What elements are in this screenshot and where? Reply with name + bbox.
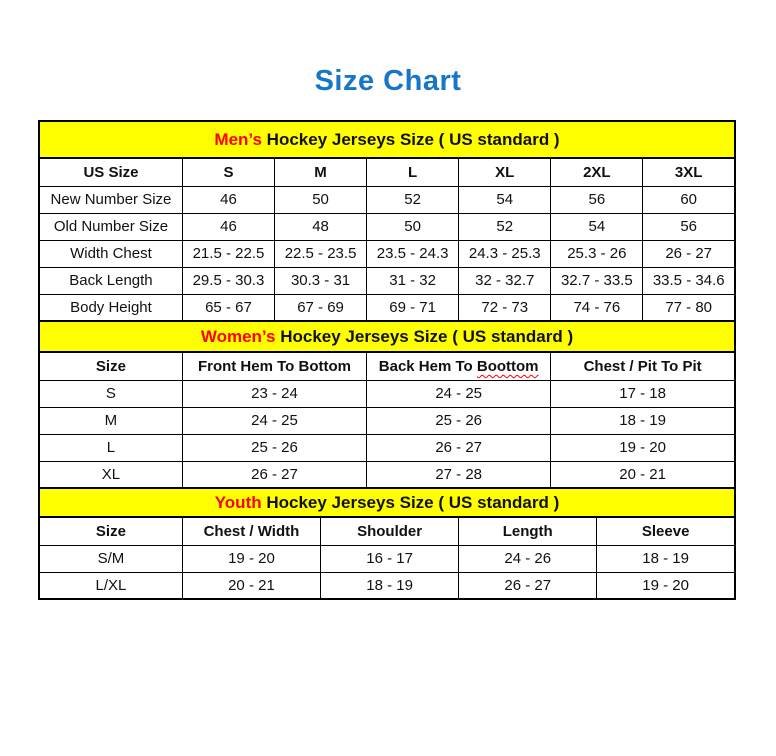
- cell: 18 - 19: [597, 545, 735, 572]
- mens-banner-text: Hockey Jerseys Size ( US standard ): [261, 130, 560, 149]
- youth-banner-highlight: Youth: [214, 493, 262, 512]
- cell: 17 - 18: [551, 380, 735, 407]
- table-row: [39, 294, 735, 321]
- youth-header-row: [39, 517, 735, 545]
- row-label: L/XL: [39, 572, 182, 599]
- cell: 22.5 - 23.5: [275, 240, 367, 267]
- cell: 56: [551, 186, 643, 213]
- cell: 20 - 21: [182, 572, 320, 599]
- cell: 19 - 20: [597, 572, 735, 599]
- cell: 24 - 26: [459, 545, 597, 572]
- cell: 19 - 20: [551, 434, 735, 461]
- cell: 52: [459, 213, 551, 240]
- column-header: Front Hem To Bottom: [182, 352, 366, 380]
- cell: 26 - 27: [643, 240, 735, 267]
- cell: 18 - 19: [321, 572, 459, 599]
- row-label: Body Height: [39, 294, 182, 321]
- table-row: [39, 240, 735, 267]
- youth-section-banner: [38, 487, 736, 518]
- mens-banner-highlight: Men’s: [214, 130, 262, 149]
- column-header: Chest / Width: [182, 517, 320, 545]
- cell: 50: [367, 213, 459, 240]
- cell: 56: [643, 213, 735, 240]
- row-label: Width Chest: [39, 240, 182, 267]
- cell: 32.7 - 33.5: [551, 267, 643, 294]
- cell: 27 - 28: [367, 461, 551, 488]
- womens-banner-text: Hockey Jerseys Size ( US standard ): [275, 327, 574, 346]
- cell: 23.5 - 24.3: [367, 240, 459, 267]
- table-row: [39, 434, 735, 461]
- table-row: [39, 407, 735, 434]
- cell: 26 - 27: [459, 572, 597, 599]
- youth-size-table: [38, 516, 736, 600]
- cell: 32 - 32.7: [459, 267, 551, 294]
- cell: 16 - 17: [321, 545, 459, 572]
- cell: 25 - 26: [367, 407, 551, 434]
- column-header: Length: [459, 517, 597, 545]
- column-header: Size: [39, 352, 182, 380]
- cell: 24 - 25: [367, 380, 551, 407]
- cell: 72 - 73: [459, 294, 551, 321]
- cell: 54: [551, 213, 643, 240]
- column-header-text: Back Hem To: [378, 357, 477, 375]
- table-row: [39, 213, 735, 240]
- cell: 24.3 - 25.3: [459, 240, 551, 267]
- cell: 21.5 - 22.5: [182, 240, 274, 267]
- row-label: Back Length: [39, 267, 182, 294]
- size-chart: [38, 120, 736, 600]
- table-row: [39, 380, 735, 407]
- youth-banner-text: Hockey Jerseys Size ( US standard ): [261, 493, 560, 512]
- cell: 74 - 76: [551, 294, 643, 321]
- cell: 77 - 80: [643, 294, 735, 321]
- cell: 67 - 69: [275, 294, 367, 321]
- column-header: US Size: [39, 158, 182, 186]
- column-header: M: [275, 158, 367, 186]
- row-label: L: [39, 434, 182, 461]
- cell: 69 - 71: [367, 294, 459, 321]
- column-header: S: [182, 158, 274, 186]
- row-label: New Number Size: [39, 186, 182, 213]
- column-header: L: [367, 158, 459, 186]
- cell: 26 - 27: [367, 434, 551, 461]
- cell: 29.5 - 30.3: [182, 267, 274, 294]
- column-header: 2XL: [551, 158, 643, 186]
- mens-section-banner: [38, 120, 736, 159]
- mens-header-row: [39, 158, 735, 186]
- table-row: [39, 461, 735, 488]
- row-label: S/M: [39, 545, 182, 572]
- page-title: Size Chart: [314, 65, 462, 97]
- cell: 31 - 32: [367, 267, 459, 294]
- cell: 50: [275, 186, 367, 213]
- table-row: [39, 186, 735, 213]
- cell: 25 - 26: [182, 434, 366, 461]
- womens-banner-highlight: Women’s: [200, 327, 276, 346]
- cell: 26 - 27: [182, 461, 366, 488]
- misspelled-word: Boottom: [476, 357, 539, 375]
- cell: 33.5 - 34.6: [643, 267, 735, 294]
- row-label: S: [39, 380, 182, 407]
- column-header: 3XL: [643, 158, 735, 186]
- cell: 25.3 - 26: [551, 240, 643, 267]
- cell: 54: [459, 186, 551, 213]
- column-header: XL: [459, 158, 551, 186]
- table-row: [39, 267, 735, 294]
- column-header: Chest / Pit To Pit: [551, 352, 735, 380]
- cell: 48: [275, 213, 367, 240]
- cell: 60: [643, 186, 735, 213]
- row-label: Old Number Size: [39, 213, 182, 240]
- column-header: [367, 352, 551, 380]
- table-row: [39, 572, 735, 599]
- womens-size-table: [38, 351, 736, 489]
- womens-header-row: [39, 352, 735, 380]
- womens-section-banner: [38, 320, 736, 353]
- cell: 19 - 20: [182, 545, 320, 572]
- column-header: Sleeve: [597, 517, 735, 545]
- row-label: M: [39, 407, 182, 434]
- cell: 52: [367, 186, 459, 213]
- cell: 24 - 25: [182, 407, 366, 434]
- cell: 46: [182, 213, 274, 240]
- table-row: [39, 545, 735, 572]
- cell: 65 - 67: [182, 294, 274, 321]
- row-label: XL: [39, 461, 182, 488]
- cell: 20 - 21: [551, 461, 735, 488]
- cell: 46: [182, 186, 274, 213]
- cell: 30.3 - 31: [275, 267, 367, 294]
- cell: 23 - 24: [182, 380, 366, 407]
- column-header: Size: [39, 517, 182, 545]
- cell: 18 - 19: [551, 407, 735, 434]
- column-header: Shoulder: [321, 517, 459, 545]
- mens-size-table: [38, 157, 736, 322]
